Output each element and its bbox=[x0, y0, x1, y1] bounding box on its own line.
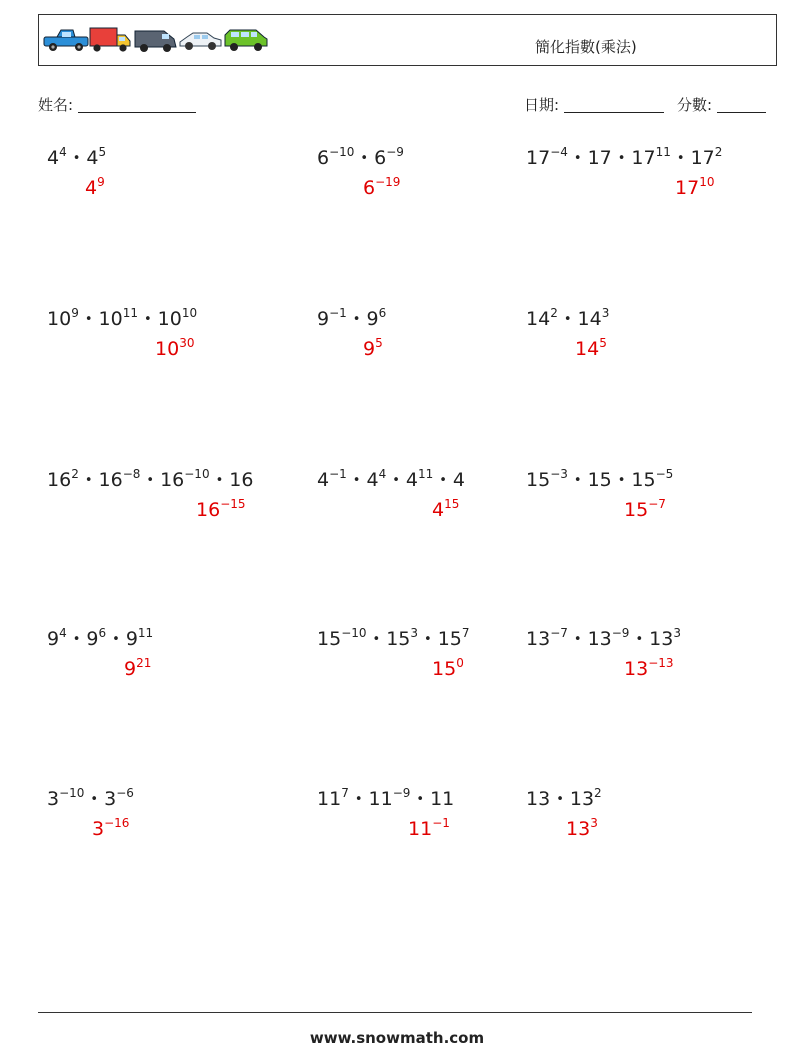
problem-expression bbox=[317, 628, 470, 650]
exponent: −6 bbox=[116, 786, 134, 800]
multiply-dot: • bbox=[573, 473, 582, 488]
page-title: 簡化指數(乘法) bbox=[535, 38, 637, 56]
base: 10 bbox=[98, 308, 123, 330]
header-box bbox=[38, 14, 777, 66]
answer-expression bbox=[432, 658, 464, 680]
base: 13 bbox=[624, 658, 649, 680]
base: 15 bbox=[624, 499, 649, 521]
answer-expression bbox=[432, 499, 459, 521]
base: 4 bbox=[47, 147, 60, 169]
sedan-car-icon bbox=[180, 33, 221, 50]
problem-expression bbox=[47, 788, 134, 810]
problem-expression bbox=[526, 628, 681, 650]
answer-expression bbox=[624, 499, 666, 521]
exponent: 3 bbox=[410, 626, 419, 640]
exponent: 10 bbox=[181, 306, 198, 320]
date-label: 日期: bbox=[524, 96, 560, 114]
exponent: 6 bbox=[98, 626, 107, 640]
name-field bbox=[38, 94, 196, 115]
multiply-dot: • bbox=[372, 632, 381, 647]
exponent: −13 bbox=[648, 656, 674, 670]
multiply-dot: • bbox=[72, 632, 81, 647]
base: 17 bbox=[587, 147, 612, 169]
base: 15 bbox=[317, 628, 342, 650]
base: 17 bbox=[690, 147, 715, 169]
base: 6 bbox=[374, 147, 387, 169]
problem-expression bbox=[526, 308, 609, 330]
multiply-dot: • bbox=[84, 473, 93, 488]
multiply-dot: • bbox=[573, 632, 582, 647]
minivan-icon bbox=[225, 30, 267, 51]
exponent: 11 bbox=[655, 145, 671, 159]
base: 17 bbox=[631, 147, 656, 169]
exponent: 3 bbox=[673, 626, 681, 640]
base: 9 bbox=[124, 658, 137, 680]
base: 16 bbox=[98, 469, 123, 491]
answer-expression bbox=[575, 338, 607, 360]
base: 14 bbox=[575, 338, 600, 360]
answer-expression bbox=[624, 658, 674, 680]
base: 11 bbox=[368, 788, 393, 810]
base: 10 bbox=[47, 308, 72, 330]
exponent: 2 bbox=[714, 145, 723, 159]
base: 13 bbox=[569, 788, 595, 810]
base: 13 bbox=[526, 788, 551, 810]
base: 4 bbox=[405, 469, 418, 491]
exponent: 3 bbox=[601, 306, 610, 320]
exponent: 5 bbox=[98, 145, 107, 159]
base: 11 bbox=[408, 818, 433, 840]
answer-expression bbox=[196, 499, 246, 521]
base: 4 bbox=[432, 499, 445, 521]
exponent: 3 bbox=[590, 816, 598, 830]
name-blank[interactable] bbox=[78, 97, 196, 113]
exponent: 2 bbox=[594, 786, 602, 800]
footer-divider bbox=[38, 1012, 752, 1013]
multiply-dot: • bbox=[392, 473, 400, 488]
base: 17 bbox=[526, 147, 551, 169]
vehicle-icons bbox=[43, 25, 271, 55]
van-icon bbox=[135, 31, 176, 52]
problem-expression bbox=[526, 788, 602, 810]
exponent: 6 bbox=[378, 306, 387, 320]
multiply-dot: • bbox=[617, 151, 626, 166]
multiply-dot: • bbox=[556, 792, 564, 807]
exponent: −9 bbox=[611, 626, 630, 640]
base: 4 bbox=[86, 147, 99, 169]
exponent: −10 bbox=[341, 626, 367, 640]
exponent: 4 bbox=[59, 145, 67, 159]
base: 9 bbox=[363, 338, 376, 360]
exponent: 10 bbox=[699, 175, 715, 189]
exponent: −9 bbox=[392, 786, 411, 800]
multiply-dot: • bbox=[215, 473, 224, 488]
exponent: 2 bbox=[550, 306, 558, 320]
score-field bbox=[677, 94, 766, 115]
multiply-dot: • bbox=[424, 632, 432, 647]
base: 3 bbox=[104, 788, 117, 810]
exponent: 4 bbox=[59, 626, 67, 640]
exponent: 9 bbox=[97, 175, 105, 189]
exponent: −3 bbox=[550, 467, 568, 481]
base: 3 bbox=[92, 818, 105, 840]
exponent: −8 bbox=[122, 467, 141, 481]
multiply-dot: • bbox=[439, 473, 447, 488]
exponent: 0 bbox=[456, 656, 464, 670]
base: 4 bbox=[452, 469, 466, 491]
answer-expression bbox=[155, 338, 194, 360]
multiply-dot: • bbox=[143, 312, 152, 327]
exponent: 11 bbox=[137, 626, 154, 640]
problem-expression bbox=[47, 469, 253, 491]
base: 16 bbox=[160, 469, 185, 491]
pickup-truck-icon bbox=[44, 30, 88, 51]
exponent: 15 bbox=[444, 497, 460, 511]
exponent: 30 bbox=[179, 336, 195, 350]
multiply-dot: • bbox=[360, 151, 369, 166]
exponent: −4 bbox=[550, 145, 568, 159]
base: 10 bbox=[155, 338, 180, 360]
exponent: −16 bbox=[104, 816, 130, 830]
base: 13 bbox=[566, 818, 591, 840]
exponent: 5 bbox=[375, 336, 383, 350]
delivery-truck-icon bbox=[90, 28, 130, 52]
base: 4 bbox=[366, 469, 379, 491]
exponent: 7 bbox=[461, 626, 470, 640]
problem-expression bbox=[47, 628, 153, 650]
problem-expression bbox=[47, 308, 197, 330]
base: 11 bbox=[430, 788, 455, 810]
score-label: 分數: bbox=[677, 96, 713, 114]
exponent: −7 bbox=[550, 626, 568, 640]
base: 17 bbox=[675, 177, 700, 199]
multiply-dot: • bbox=[112, 632, 120, 647]
name-label: 姓名: bbox=[38, 96, 74, 114]
exponent: −9 bbox=[386, 145, 404, 159]
problem-expression bbox=[317, 308, 386, 330]
base: 15 bbox=[631, 469, 656, 491]
multiply-dot: • bbox=[573, 151, 582, 166]
base: 15 bbox=[587, 469, 612, 491]
base: 15 bbox=[437, 628, 462, 650]
base: 13 bbox=[526, 628, 551, 650]
exponent: −1 bbox=[329, 467, 347, 481]
date-blank[interactable] bbox=[564, 97, 664, 113]
base: 14 bbox=[577, 308, 602, 330]
multiply-dot: • bbox=[352, 473, 361, 488]
multiply-dot: • bbox=[90, 792, 99, 807]
exponent: −10 bbox=[59, 786, 85, 800]
exponent: 4 bbox=[378, 467, 387, 481]
base: 9 bbox=[317, 308, 330, 330]
exponent: 21 bbox=[136, 656, 152, 670]
exponent: 9 bbox=[71, 306, 79, 320]
multiply-dot: • bbox=[563, 312, 572, 327]
base: 14 bbox=[526, 308, 551, 330]
multiply-dot: • bbox=[72, 151, 81, 166]
answer-expression bbox=[363, 338, 383, 360]
multiply-dot: • bbox=[84, 312, 93, 327]
exponent: −1 bbox=[329, 306, 347, 320]
base: 15 bbox=[386, 628, 411, 650]
answer-expression bbox=[85, 177, 105, 199]
multiply-dot: • bbox=[146, 473, 155, 488]
problem-expression bbox=[526, 469, 673, 491]
multiply-dot: • bbox=[617, 473, 626, 488]
multiply-dot: • bbox=[354, 792, 363, 807]
base: 6 bbox=[363, 177, 376, 199]
exponent: −1 bbox=[432, 816, 450, 830]
exponent: −10 bbox=[329, 145, 355, 159]
footer-url: www.snowmath.com bbox=[309, 1029, 485, 1047]
base: 6 bbox=[317, 147, 330, 169]
base: 16 bbox=[196, 499, 221, 521]
base: 9 bbox=[86, 628, 99, 650]
base: 9 bbox=[47, 628, 60, 650]
exponent: 7 bbox=[341, 786, 349, 800]
exponent: −5 bbox=[655, 467, 674, 481]
problem-expression bbox=[317, 788, 454, 810]
date-field bbox=[524, 94, 664, 115]
exponent: −19 bbox=[375, 175, 401, 189]
multiply-dot: • bbox=[352, 312, 361, 327]
base: 15 bbox=[526, 469, 551, 491]
base: 10 bbox=[157, 308, 182, 330]
base: 11 bbox=[317, 788, 342, 810]
multiply-dot: • bbox=[416, 792, 425, 807]
exponent: −10 bbox=[184, 467, 210, 481]
base: 3 bbox=[47, 788, 60, 810]
problem-expression bbox=[317, 469, 465, 491]
base: 13 bbox=[649, 628, 674, 650]
multiply-dot: • bbox=[635, 632, 644, 647]
answer-expression bbox=[566, 818, 598, 840]
answer-expression bbox=[124, 658, 151, 680]
multiply-dot: • bbox=[676, 151, 685, 166]
answer-expression bbox=[92, 818, 129, 840]
exponent: 2 bbox=[71, 467, 79, 481]
base: 4 bbox=[317, 469, 330, 491]
base: 13 bbox=[587, 628, 612, 650]
answer-expression bbox=[408, 818, 450, 840]
exponent: 11 bbox=[417, 467, 434, 481]
base: 16 bbox=[47, 469, 72, 491]
exponent: 11 bbox=[122, 306, 138, 320]
base: 9 bbox=[366, 308, 379, 330]
problem-expression bbox=[526, 147, 722, 169]
exponent: −15 bbox=[220, 497, 246, 511]
base: 4 bbox=[85, 177, 98, 199]
base: 9 bbox=[125, 628, 138, 650]
exponent: 5 bbox=[599, 336, 607, 350]
problem-expression bbox=[47, 147, 106, 169]
base: 15 bbox=[432, 658, 457, 680]
exponent: −7 bbox=[648, 497, 666, 511]
answer-expression bbox=[675, 177, 714, 199]
base: 16 bbox=[229, 469, 254, 491]
problem-expression bbox=[317, 147, 404, 169]
answer-expression bbox=[363, 177, 400, 199]
score-blank[interactable] bbox=[717, 97, 766, 113]
